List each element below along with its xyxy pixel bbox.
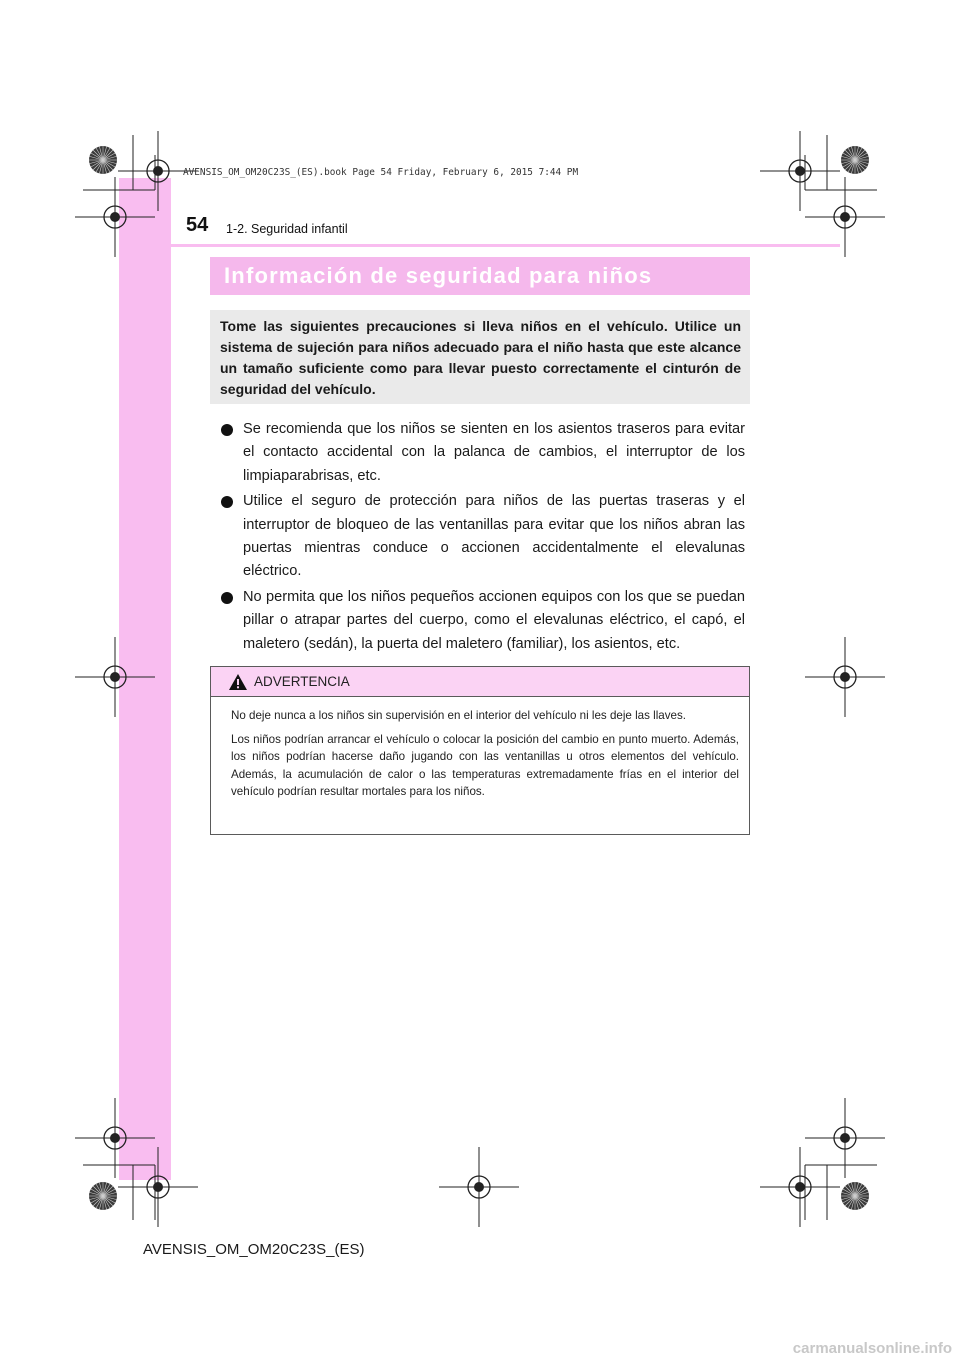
section-title: 1-2. Seguridad infantil (226, 222, 348, 236)
bullet-dot-icon (221, 592, 233, 604)
registration-target-dot (795, 166, 805, 176)
footer-document-code: AVENSIS_OM_OM20C23S_(ES) (143, 1241, 365, 1258)
registration-target-dot (153, 166, 163, 176)
intro-box (210, 310, 750, 404)
warning-header (211, 667, 749, 697)
warning-triangle-icon (228, 673, 248, 691)
warning-paragraph: No deje nunca a los niños sin supervisión en el interior del vehículo ni les deje las llaves. (231, 709, 686, 722)
registration-target-dot (153, 1182, 163, 1192)
bullet-item (218, 586, 745, 656)
bullet-dot-icon (221, 496, 233, 508)
book-info-line: AVENSIS_OM_OM20C23S_(ES).book Page 54 Friday, February 6, 2015 7:44 PM (183, 167, 579, 178)
registration-target-dot (110, 1133, 120, 1143)
bullet-item (218, 418, 745, 488)
title-banner (210, 257, 750, 295)
page-number: 54 (186, 214, 209, 236)
warning-box (210, 666, 750, 835)
warning-body (231, 707, 739, 807)
header-rule (119, 244, 840, 247)
bullet-dot-icon (221, 424, 233, 436)
warning-title: ADVERTENCIA (254, 674, 350, 689)
page-title: Información de seguridad para niños (224, 263, 653, 288)
registration-target-dot (110, 212, 120, 222)
watermark: carmanualsonline.info (792, 1340, 952, 1357)
registration-target-dot (795, 1182, 805, 1192)
registration-target-dot (840, 1133, 850, 1143)
registration-target-dot (110, 672, 120, 682)
warning-paragraph: Los niños podrían arrancar el vehículo o colocar la posición del cambio en punto muerto. Además, los niños podrían hacerse daño jugando con las ventanillas u otros elementos del vehículo. Además, la acumulación de calor o las temperaturas extremadamente frías en el interior del vehículo podrían resultar mortales para los niños. (231, 732, 739, 799)
bullet-text: No permita que los niños pequeños accionen equipos con los que se puedan pillar o atrapar partes del cuerpo, como el elevalunas eléctrico, el capó, el maletero (sedán), la puerta del maletero (familiar), los asientos, etc. (243, 588, 745, 652)
bullet-text: Utilice el seguro de protección para niños de las puertas traseras y el interruptor de bloqueo de las ventanillas para evitar que los niños abran las puertas mientras conduce o accionen accidentalmente el elevalunas eléctrico. (243, 493, 745, 580)
registration-target-dot (474, 1182, 484, 1192)
registration-target-dot (840, 672, 850, 682)
bullet-item (218, 490, 745, 584)
bullet-list (218, 418, 745, 658)
bullet-text: Se recomienda que los niños se sienten en los asientos traseros para evitar el contacto accidental con la palanca de cambios, el interruptor de los limpiaparabrisas, etc. (243, 421, 745, 484)
intro-text: Tome las siguientes precauciones si lleva niños en el vehículo. Utilice un sistema de sujeción para niños adecuado para el niño hasta que este alcance un tamaño suficiente como para llevar puesto correctamente el cinturón de seguridad del vehículo. (220, 318, 741, 397)
registration-target-dot (840, 212, 850, 222)
